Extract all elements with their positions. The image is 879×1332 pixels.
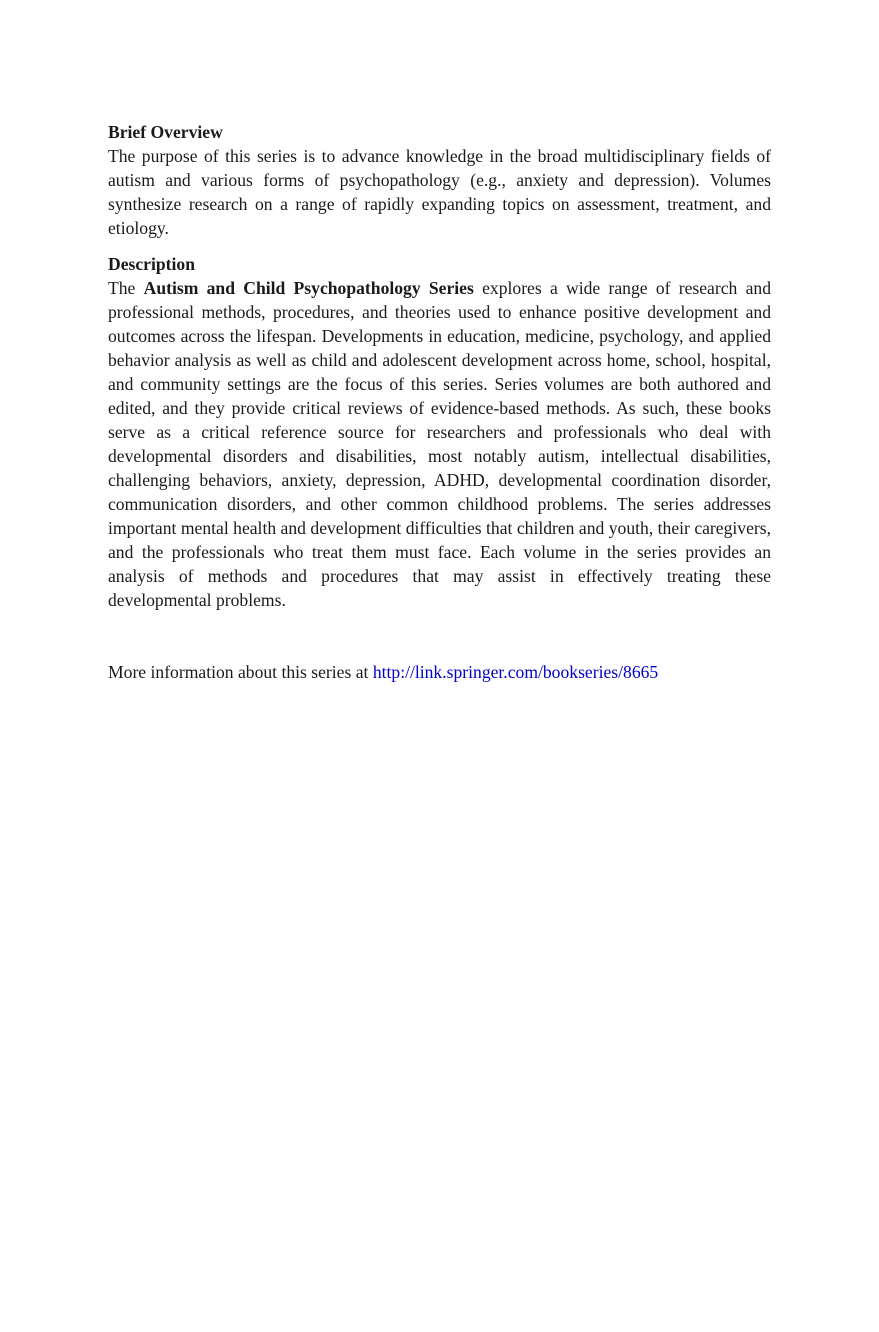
description-text: [108, 276, 771, 612]
description-heading: Description: [108, 254, 195, 274]
footer-spacer: [108, 612, 771, 660]
description-section: [108, 252, 771, 612]
more-info-line: [108, 660, 771, 684]
series-name: Autism and Child Psychopathology Series: [143, 278, 474, 298]
description-body: explores a wide range of research and professional methods, procedures, and theories used to enhance positive development and outcomes across the lifespan. Developments in education, medicine, psychology, and applied behavior analysis as well as child and adolescent development across home, school, hospital, and community settings are the focus of this series. Series volumes are both authored and edited, and they provide critical reviews of evidence-based methods. As such, these books serve as a critical reference source for researchers and professionals who deal with developmental disorders and disabilities, most notably autism, intellectual disabilities, challenging behaviors, anxiety, depression, ADHD, developmental coordination disorder, communication disorders, and other common childhood problems. The series addresses important mental health and development difficulties that children and youth, their caregivers, and the professionals who treat them must face. Each volume in the series provides an analysis of methods and procedures that may assist in effectively treating these developmental problems.: [108, 278, 771, 610]
description-lead: The: [108, 278, 144, 298]
overview-section: [108, 120, 771, 240]
more-info-text: More information about this series at: [108, 662, 373, 682]
overview-heading: Brief Overview: [108, 122, 223, 142]
document-page: [108, 120, 771, 684]
section-spacer: [108, 240, 771, 252]
series-link[interactable]: http://link.springer.com/bookseries/8665: [372, 662, 659, 682]
overview-text: The purpose of this series is to advance knowledge in the broad multidisciplinary fields of autism and various forms of psychopathology (e.g., anxiety and depression). Volumes synthesize research on a range of rapidly expanding topics on assessment, treatment, and etiology.: [108, 146, 771, 238]
